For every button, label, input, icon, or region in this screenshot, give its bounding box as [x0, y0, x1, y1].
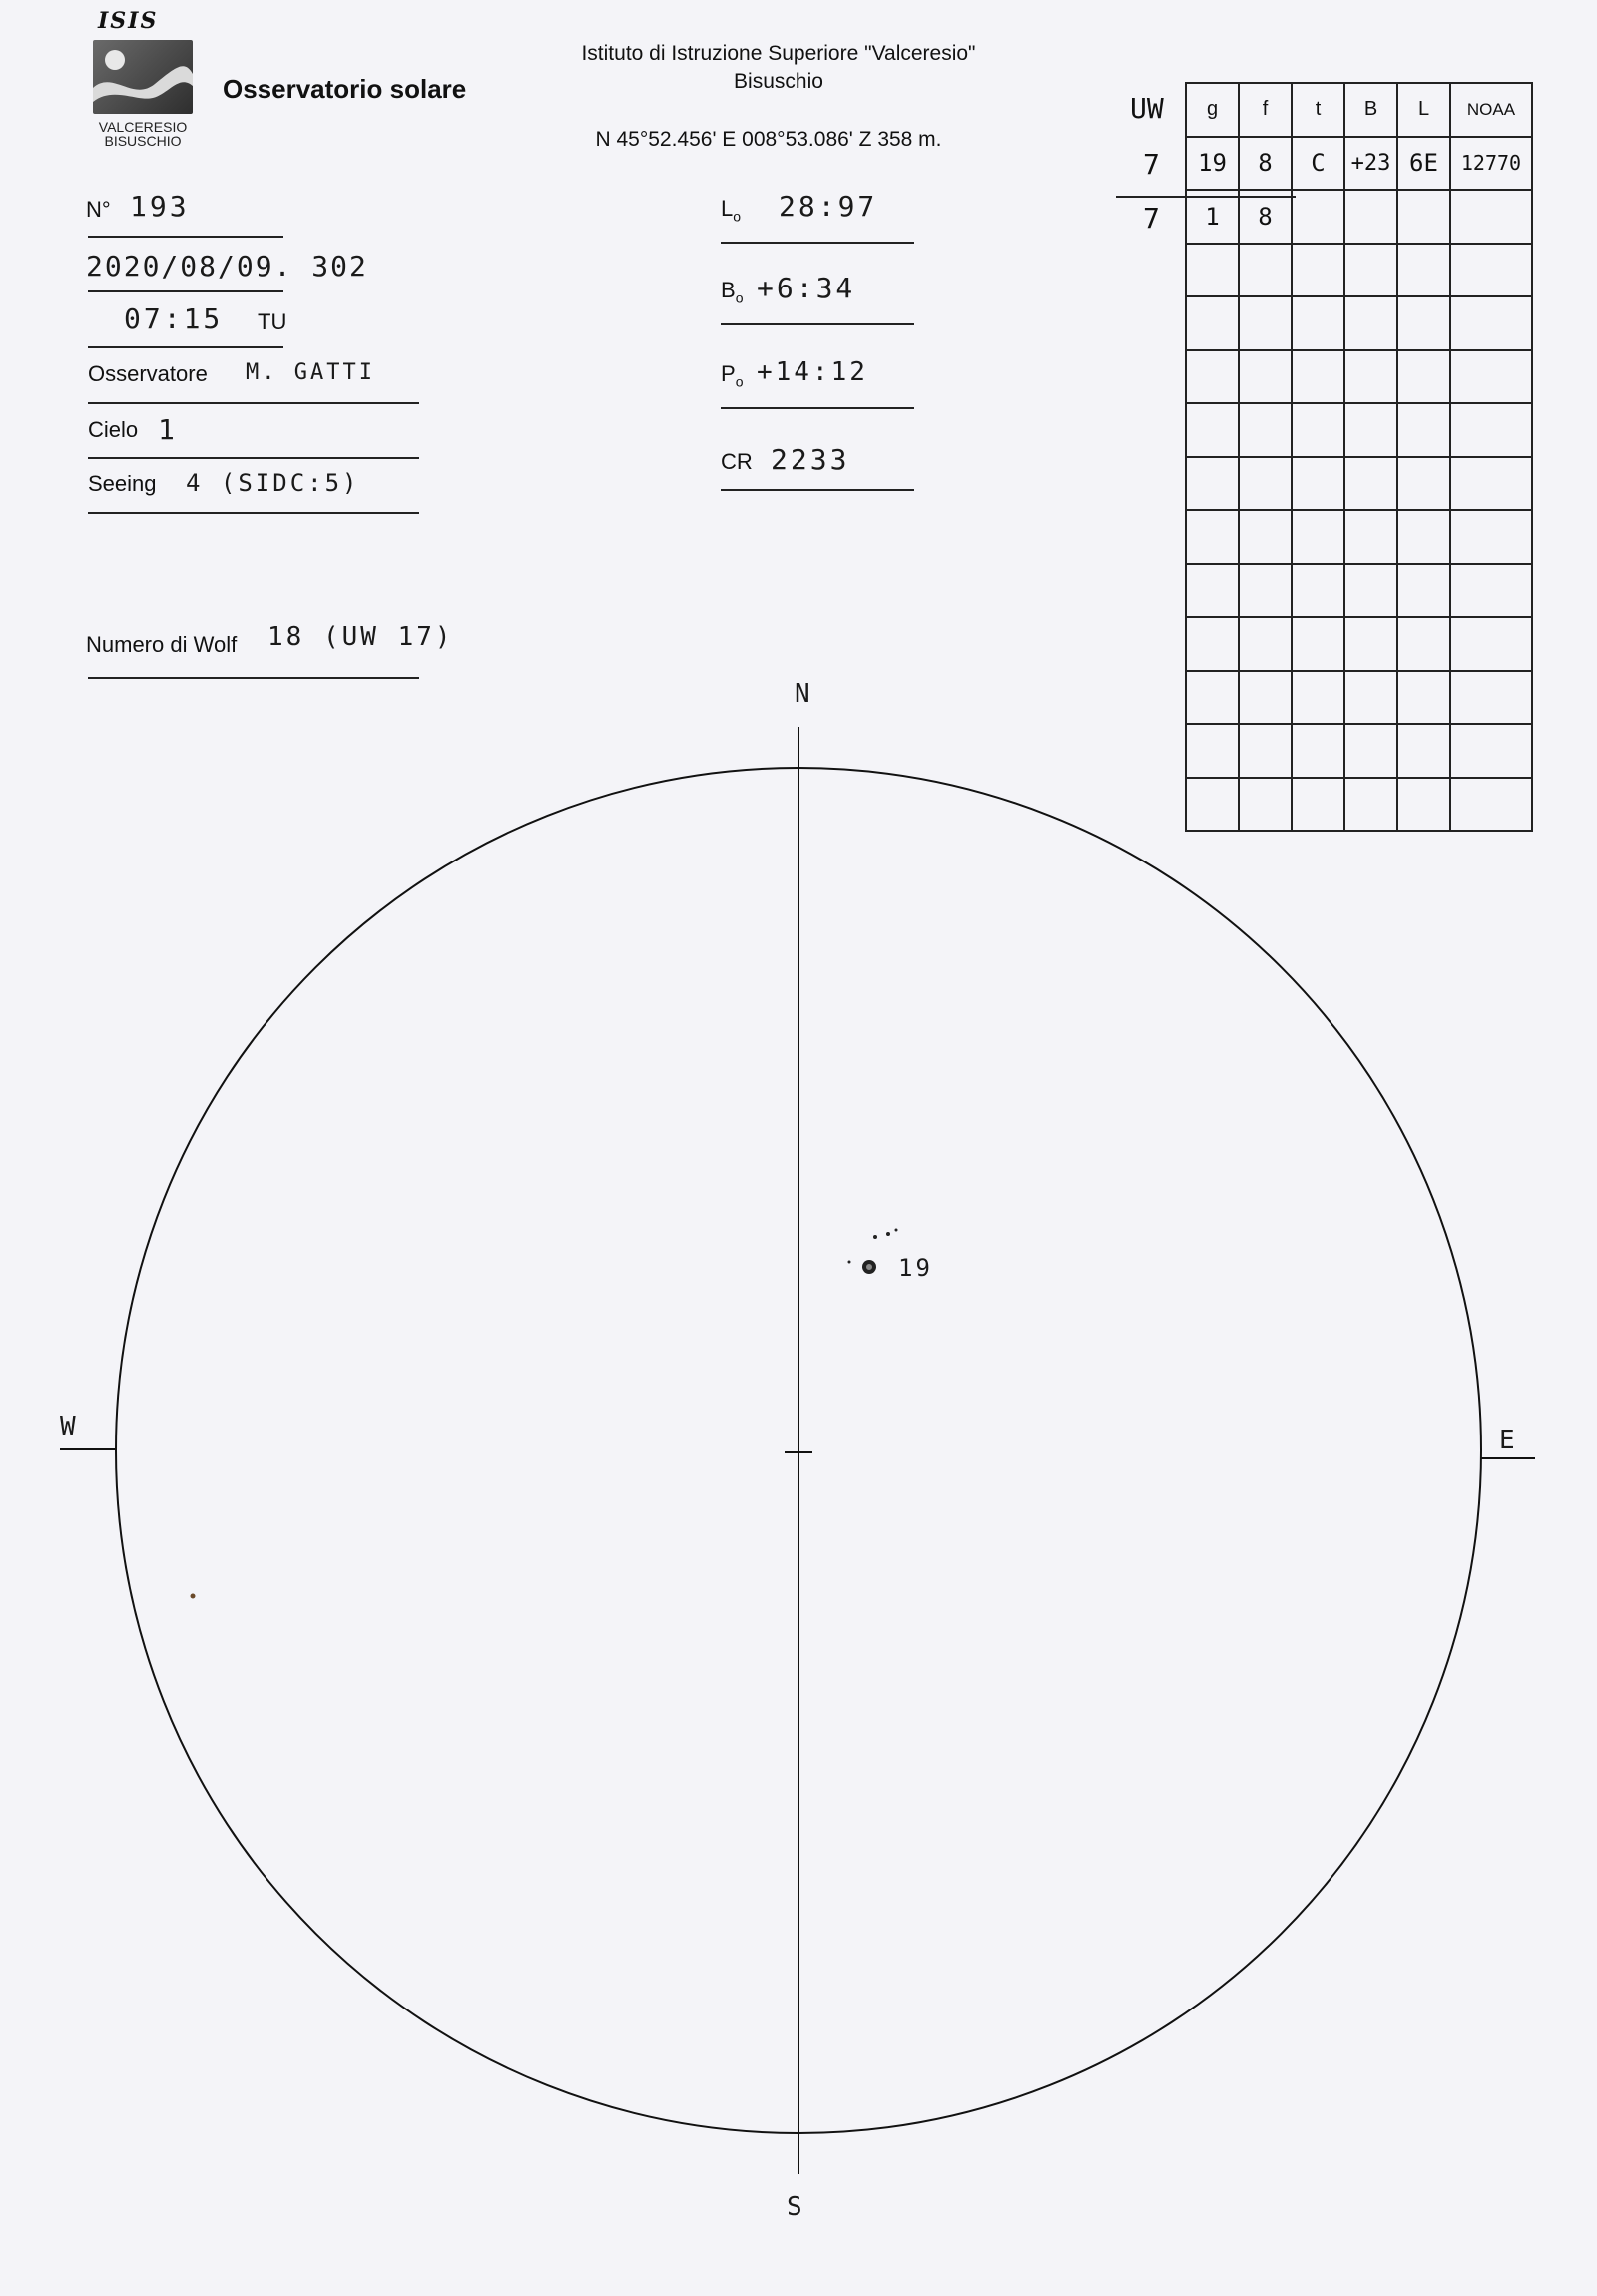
- header-b: B: [1344, 83, 1397, 137]
- sunspot-small-3: [895, 1229, 898, 1232]
- observer-label: Osservatore: [88, 361, 208, 386]
- table-cell: 8: [1239, 137, 1292, 191]
- l0-label-text: L: [721, 196, 734, 221]
- south-label: S: [787, 2192, 805, 2222]
- p0-value: +14:12: [757, 357, 868, 387]
- table-cell: 8: [1239, 190, 1292, 244]
- b0-label-sub: o: [735, 289, 744, 306]
- observer-value: M. GATTI: [246, 360, 375, 385]
- observatory-title: Osservatorio solare: [223, 74, 467, 104]
- wolf-value: 18 (UW 17): [267, 622, 454, 652]
- table-cell: +23: [1344, 137, 1397, 191]
- header-noaa: NOAA: [1450, 83, 1532, 137]
- table-side-row-1: 7: [1143, 148, 1160, 181]
- cr-value: 2233: [771, 443, 850, 476]
- logo-text: ISIS: [98, 8, 159, 34]
- east-label: E: [1499, 1426, 1518, 1455]
- logo-caption-line1: VALCERESIO: [98, 119, 188, 135]
- table-side-header: UW: [1130, 92, 1164, 125]
- sunspot-umbra-highlight: [866, 1264, 872, 1270]
- sky-value: 1: [158, 413, 178, 446]
- header-t: t: [1292, 83, 1344, 137]
- north-label: N: [795, 679, 813, 709]
- header-l: L: [1397, 83, 1450, 137]
- table-cell: 19: [1186, 137, 1239, 191]
- p0-label-sub: o: [735, 373, 744, 390]
- b0-value: +6:34: [757, 272, 856, 304]
- seeing-value: 4 (SIDC:5): [186, 469, 360, 497]
- table-side-row-2: 7: [1143, 202, 1160, 235]
- sunspot-small-1: [873, 1235, 877, 1239]
- header-g: g: [1186, 83, 1239, 137]
- sunspot-group-19: [848, 1229, 898, 1275]
- institute-name: Istituto di Istruzione Superiore "Valceresio": [581, 42, 976, 65]
- table-cell: 1: [1186, 190, 1239, 244]
- header-f: f: [1239, 83, 1292, 137]
- coordinates: N 45°52.456' E 008°53.086' Z 358 m.: [595, 128, 942, 151]
- l0-value: 28:97: [779, 190, 878, 223]
- seeing-label: Seeing: [88, 471, 157, 496]
- b0-label-text: B: [721, 278, 736, 302]
- cr-label: CR: [721, 449, 753, 474]
- institute-town: Bisuschio: [734, 70, 823, 93]
- table-cell: 12770: [1450, 137, 1532, 191]
- p0-label-text: P: [721, 361, 736, 386]
- date-value: 2020/08/09. 302: [86, 250, 368, 283]
- group-label: 19: [898, 1254, 933, 1282]
- sunspot-small-4: [848, 1261, 851, 1264]
- sunspot-small-2: [886, 1232, 890, 1236]
- table-cell: C: [1292, 137, 1344, 191]
- number-value: 193: [130, 190, 190, 223]
- number-label: N°: [86, 197, 111, 222]
- wolf-label: Numero di Wolf: [86, 632, 238, 657]
- sky-label: Cielo: [88, 417, 139, 442]
- table-cell: 6E: [1397, 137, 1450, 191]
- l0-label-sub: o: [733, 208, 742, 225]
- ink-speck: [191, 1594, 196, 1599]
- time-value: 07:15: [124, 302, 224, 335]
- west-label: W: [60, 1412, 79, 1441]
- time-suffix: TU: [258, 309, 287, 334]
- logo-caption-line2: BISUSCHIO: [104, 133, 182, 149]
